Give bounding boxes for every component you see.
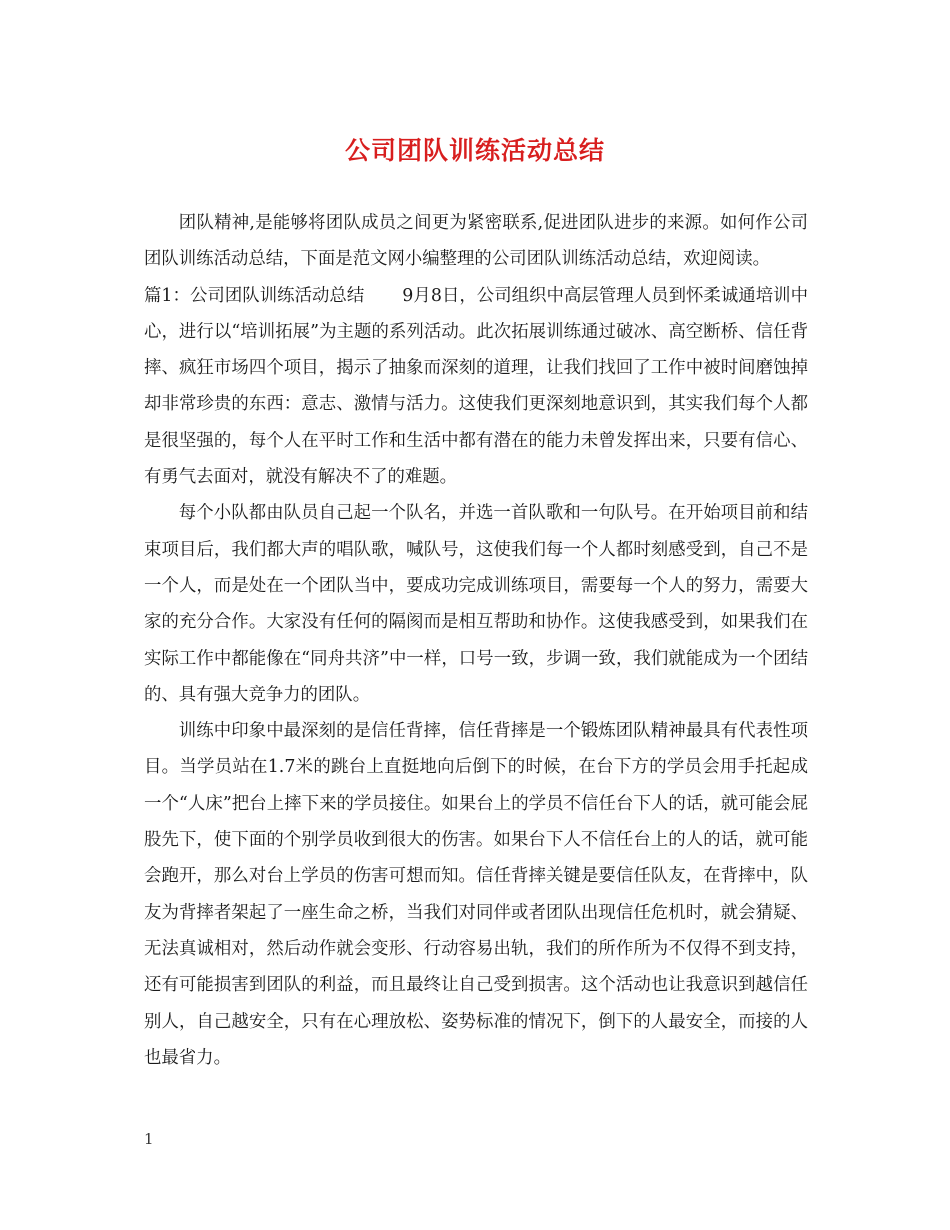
intro-paragraph: 团队精神,是能够将团队成员之间更为紧密联系,促进团队进步的来源。如何作公司团队训练活动总结，下面是范文网小编整理的公司团队训练活动总结，欢迎阅读。 <box>144 213 808 270</box>
page-number: 1 <box>144 1130 154 1148</box>
document-body <box>144 205 808 1076</box>
document-title: 公司团队训练活动总结 <box>344 136 605 165</box>
chapter-heading: 篇1：公司团队训练活动总结 <box>144 285 365 306</box>
team-name-paragraph: 每个小队都由队员自己起一个队名，并选一首队歌和一句队号。在开始项目前和结束项目后，我们都大声的唱队歌，喊队号，这使我们每一个人都时刻感受到，自己不是一个人，而是处在一个团队当中，要成功完成训练项目，需要每一个人的努力，需要大家的充分合作。大家没有任何的隔阂而是相互帮助和协作。这使我感受到，如果我们在实际工作中都能像在“同舟共济”中一样，口号一致，步调一致，我们就能成为一个团结的、具有强大竞争力的团队。 <box>144 503 808 705</box>
chapter-paragraph <box>144 278 808 496</box>
chapter-text: 9月8日，公司组织中高层管理人员到怀柔诚通培训中心，进行以“培训拓展”为主题的系列活动。此次拓展训练通过破冰、高空断桥、信任背摔、疯狂市场四个项目，揭示了抽象而深刻的道理，让我们找回了工作中被时间磨蚀掉却非常珍贵的东西：意志、激情与活力。这使我们更深刻地意识到，其实我们每个人都是很坚强的，每个人在平时工作和生活中都有潜在的能力未曾发挥出来，只要有信心、有勇气去面对，就没有解决不了的难题。 <box>144 285 808 488</box>
trust-fall-paragraph: 训练中印象中最深刻的是信任背摔，信任背摔是一个锻炼团队精神最具有代表性项目。当学员站在1.7米的跳台上直挺地向后倒下的时候，在台下方的学员会用手托起成一个“人床”把台上摔下来的学员接住。如果台上的学员不信任台下人的话，就可能会屁股先下，使下面的个别学员收到很大的伤害。如果台下人不信任台上的人的话，就可能会跑开，那么对台上学员的伤害可想而知。信任背摔关键是要信任队友，在背摔中，队友为背摔者架起了一座生命之桥，当我们对同伴或者团队出现信任危机时，就会猜疑、无法真诚相对，然后动作就会变形、行动容易出轨，我们的所作所为不仅得不到支持，还有可能损害到团队的利益，而且最终让自己受到损害。这个活动也让我意识到越信任别人，自己越安全，只有在心理放松、姿势标准的情况下，倒下的人最安全，而接的人也最省力。 <box>144 721 808 1068</box>
